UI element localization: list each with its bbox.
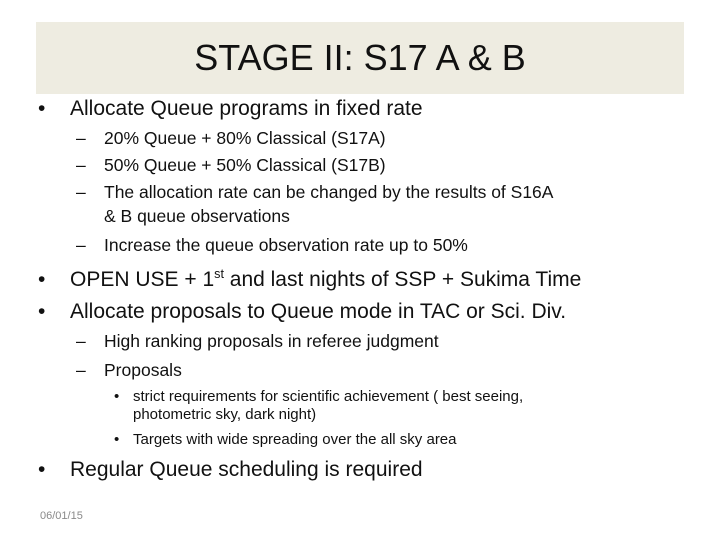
open-use-text: OPEN USE + 1: [70, 268, 215, 291]
subitem-s17b-rate: 50% Queue + 50% Classical (S17B): [104, 155, 386, 175]
bullet-open-use: [70, 268, 581, 292]
bullet-regular-queue: Regular Queue scheduling is required: [70, 458, 423, 481]
bullet-marker: •: [38, 300, 46, 323]
subitem-high-ranking: High ranking proposals in referee judgment: [104, 331, 439, 351]
dash-marker: –: [76, 235, 86, 255]
subsubitem-strict-requirements: strict requirements for scientific achievement ( best seeing,: [133, 388, 524, 405]
subsubitem-strict-requirements-cont: photometric sky, dark night): [133, 406, 317, 423]
dash-marker: –: [76, 155, 86, 175]
bullet-allocate-proposals: Allocate proposals to Queue mode in TAC or Sci. Div.: [70, 300, 567, 323]
bullet-marker: •: [38, 268, 46, 291]
bullet-marker: •: [114, 431, 120, 448]
bullet-marker: •: [114, 388, 120, 405]
subitem-allocation-rate: The allocation rate can be changed by the results of S16A: [104, 182, 554, 202]
subsubitem-wide-targets: Targets with wide spreading over the all sky area: [133, 431, 457, 448]
slide-title: STAGE II: S17 A & B: [194, 37, 526, 78]
dash-marker: –: [76, 182, 86, 202]
ordinal-suffix: st: [214, 267, 224, 281]
subitem-allocation-rate-cont: & B queue observations: [104, 206, 290, 226]
subitem-s17a-rate: 20% Queue + 80% Classical (S17A): [104, 128, 386, 148]
bullet-marker: •: [38, 458, 46, 481]
dash-marker: –: [76, 360, 86, 380]
footer-date: 06/01/15: [40, 510, 83, 522]
bullet-marker: •: [38, 97, 46, 120]
open-use-text-rest: and last nights of SSP + Sukima Time: [223, 268, 582, 291]
subitem-proposals: Proposals: [104, 360, 182, 380]
dash-marker: –: [76, 128, 86, 148]
subitem-increase-queue: Increase the queue observation rate up to 50%: [104, 235, 468, 255]
bullet-allocate-queue: Allocate Queue programs in fixed rate: [70, 97, 423, 120]
dash-marker: –: [76, 331, 86, 351]
